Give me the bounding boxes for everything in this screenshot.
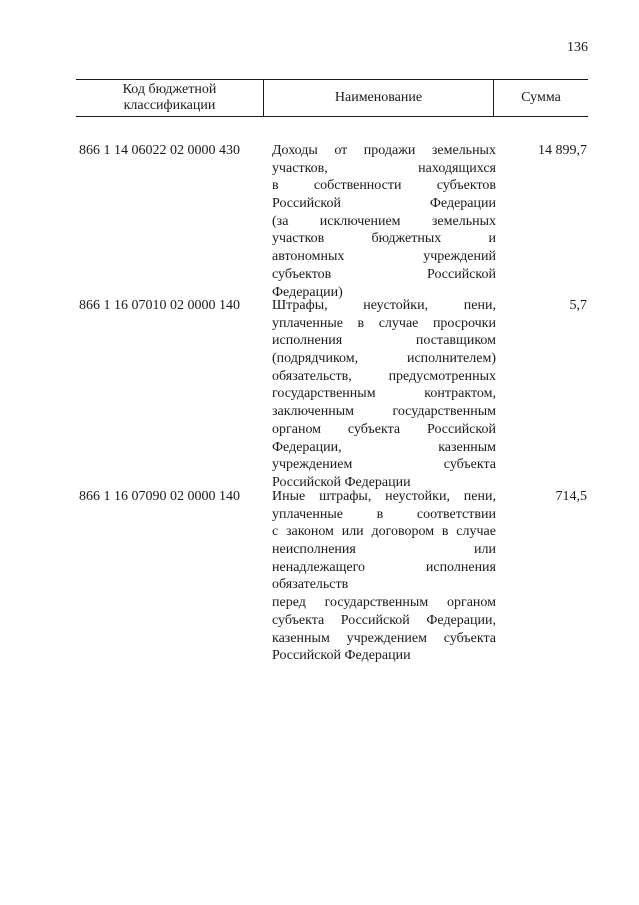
name-line: Российской Федерации (272, 474, 411, 490)
row-code: 866 1 16 07010 02 0000 140 (79, 298, 240, 313)
row-name (272, 297, 496, 492)
name-word: заключенным (272, 404, 354, 420)
name-word: ненадлежащего (272, 559, 366, 575)
name-word: неустойки, (363, 298, 429, 313)
name-word: законом (286, 524, 334, 540)
page-number: 136 (567, 40, 588, 55)
name-line (272, 594, 496, 612)
name-line (272, 213, 496, 231)
name-word: государственным (272, 386, 376, 402)
name-line (272, 350, 496, 368)
name-word: случае (378, 315, 419, 331)
name-word: участков, (272, 160, 328, 176)
name-word: или (341, 524, 364, 540)
name-word: бюджетных (371, 231, 442, 247)
name-word: от (334, 143, 348, 158)
name-word: субъекта (347, 421, 401, 437)
name-word: исполнения (272, 333, 343, 349)
name-word: учреждений (423, 249, 496, 265)
name-word: договором (371, 524, 435, 540)
name-word: пени, (463, 489, 496, 504)
name-line (272, 403, 496, 421)
name-word: штрафы, (319, 489, 372, 504)
name-word: учреждением (272, 457, 353, 473)
name-word: с (272, 524, 279, 540)
name-word: Доходы (272, 143, 318, 158)
name-word: случае (456, 524, 496, 540)
name-line (272, 142, 496, 160)
name-word: неисполнения (272, 542, 356, 558)
row-name (272, 142, 496, 301)
row-sum: 5,7 (569, 298, 587, 313)
name-word: Штрафы, (272, 298, 328, 313)
name-word: казенным (438, 439, 496, 455)
name-word: продажи (363, 143, 416, 158)
name-line: Федерации) (272, 284, 343, 300)
name-word: государственным (324, 595, 429, 611)
name-word: соответствии (416, 506, 496, 522)
name-line (272, 266, 496, 284)
name-word: обязательств, (272, 368, 352, 384)
name-line (272, 368, 496, 386)
name-word: субъектов (436, 178, 496, 194)
name-line (272, 456, 496, 474)
name-line (272, 523, 496, 541)
name-word: Федерации, (272, 439, 342, 455)
name-line (272, 612, 496, 630)
name-word: субъекта (272, 612, 325, 628)
name-line (272, 315, 496, 333)
name-word: учреждением (346, 630, 427, 646)
name-line (272, 248, 496, 266)
name-word: автономных (272, 249, 345, 265)
name-line (272, 506, 496, 524)
header-name: Наименование (264, 80, 494, 116)
name-line (272, 488, 496, 506)
name-line (272, 541, 496, 559)
name-word: Российской (427, 266, 496, 282)
row-name (272, 488, 496, 665)
row-code: 866 1 16 07090 02 0000 140 (79, 489, 240, 504)
name-word: земельных (431, 213, 496, 229)
name-word: Российской (272, 196, 341, 212)
name-line: обязательств (272, 577, 349, 593)
name-word: и (488, 231, 496, 247)
name-word: предусмотренных (388, 368, 496, 384)
row-sum: 14 899,7 (538, 143, 587, 158)
name-word: в (357, 315, 365, 331)
name-word: просрочки (432, 315, 496, 331)
name-word: неустойки, (385, 489, 450, 504)
name-word: Федерации (429, 196, 496, 212)
name-line: Российской Федерации (272, 648, 411, 664)
header-code-line: Код бюджетной (122, 82, 217, 97)
name-line (272, 559, 496, 577)
name-line (272, 630, 496, 648)
name-word: в (441, 524, 449, 540)
name-word: Иные (272, 489, 306, 504)
name-word: уплаченные (272, 506, 343, 522)
name-line (272, 332, 496, 350)
name-line (272, 385, 496, 403)
name-word: органом (446, 595, 496, 611)
name-line (272, 230, 496, 248)
name-word: субъекта (443, 630, 496, 646)
name-word: исполнения (425, 559, 496, 575)
name-word: контрактом, (424, 386, 496, 402)
name-word: земельных (431, 143, 496, 158)
name-word: пени, (463, 298, 496, 313)
table-header (76, 79, 588, 117)
name-word: в (376, 506, 384, 522)
name-word: Федерации, (426, 612, 496, 628)
header-code (76, 80, 264, 116)
name-line (272, 195, 496, 213)
name-word: государственным (392, 404, 496, 420)
name-line (272, 439, 496, 457)
name-word: (за (272, 213, 289, 229)
name-word: Российской (427, 421, 496, 437)
header-code-line: классификации (123, 98, 216, 113)
name-word: или (474, 542, 496, 558)
header-sum: Сумма (521, 90, 561, 105)
name-word: Российской (340, 612, 410, 628)
name-word: (подрядчиком, (272, 351, 359, 367)
name-line (272, 421, 496, 439)
name-word: собственности (313, 178, 402, 194)
name-word: казенным (272, 630, 330, 646)
name-word: поставщиком (415, 333, 496, 349)
name-word: в (272, 178, 279, 194)
name-word: субъекта (443, 457, 496, 473)
name-word: уплаченные (272, 315, 343, 331)
name-line (272, 177, 496, 195)
name-word: перед (272, 595, 306, 611)
name-word: субъектов (272, 266, 332, 282)
name-line (272, 160, 496, 178)
name-line (272, 297, 496, 315)
name-word: органом (272, 421, 322, 437)
name-word: участков (272, 231, 325, 247)
name-word: исключением (319, 213, 401, 229)
row-sum: 714,5 (555, 489, 587, 504)
row-code: 866 1 14 06022 02 0000 430 (79, 143, 240, 158)
name-word: исполнителем) (406, 351, 496, 367)
name-word: находящихся (418, 160, 496, 176)
